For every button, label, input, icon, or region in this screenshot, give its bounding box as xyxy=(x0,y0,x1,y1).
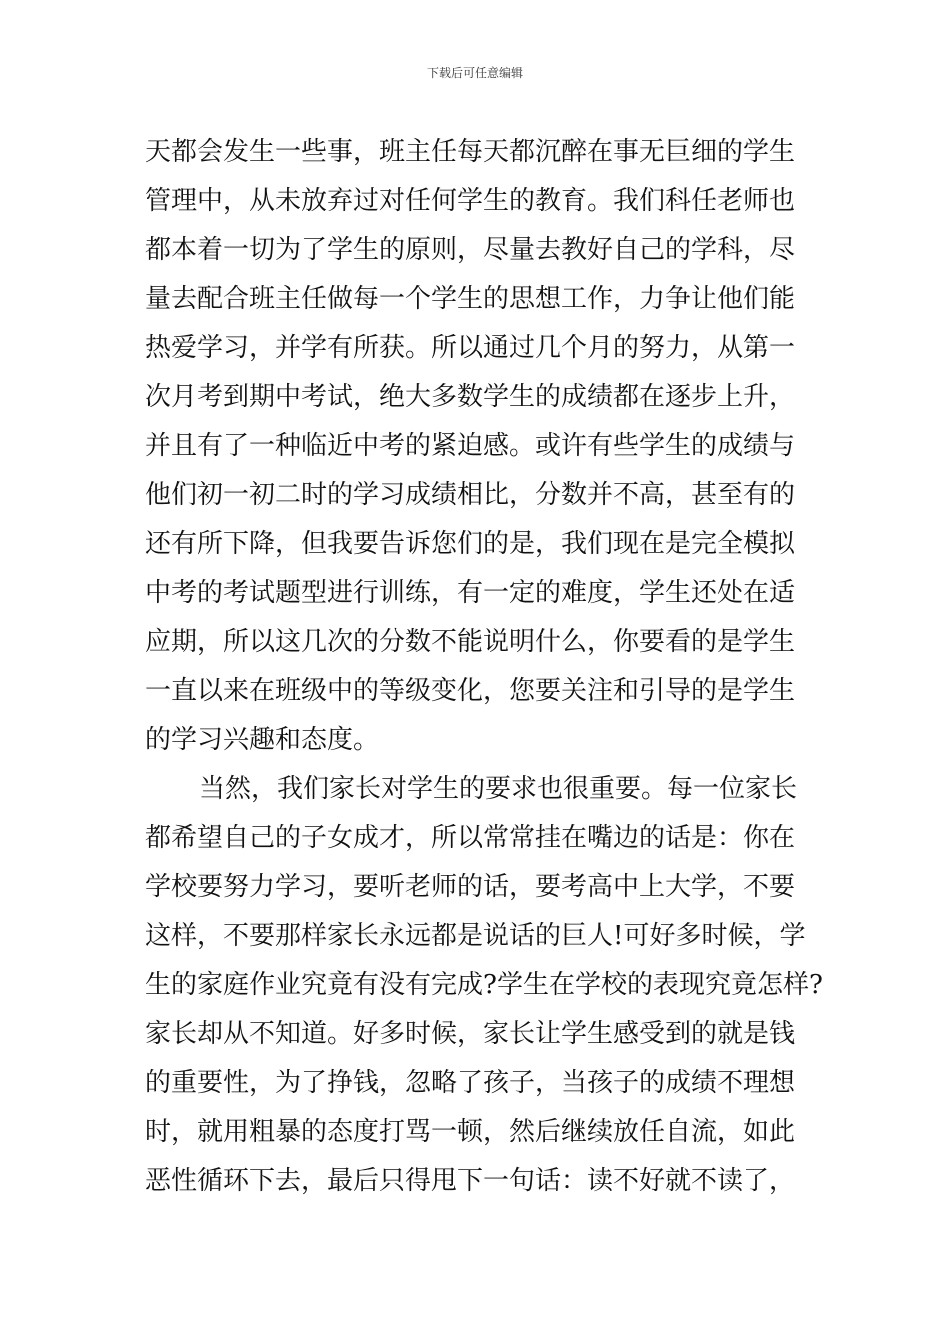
document-body xyxy=(145,128,825,1206)
text-line: 并且有了一种临近中考的紧迫感。或许有些学生的成绩与 xyxy=(145,431,796,461)
text-line: 这样，不要那样家长永远都是说话的巨人!可好多时候，学 xyxy=(145,921,806,951)
text-line: 恶性循环下去，最后只得甩下一句话：读不好就不读了， xyxy=(145,1166,796,1196)
text-line: 中考的考试题型进行训练，有一定的难度，学生还处在适 xyxy=(145,578,796,608)
text-line: 应期，所以这几次的分数不能说明什么，你要看的是学生 xyxy=(145,627,796,657)
text-line: 家长却从不知道。好多时候，家长让学生感受到的就是钱 xyxy=(145,1019,796,1049)
text-line: 都本着一切为了学生的原则，尽量去教好自己的学科，尽 xyxy=(145,235,796,265)
text-line: 学校要努力学习，要听老师的话，要考高中上大学，不要 xyxy=(145,872,796,902)
text-line: 都希望自己的子女成才，所以常常挂在嘴边的话是：你在 xyxy=(145,823,796,853)
text-line: 生的家庭作业究竟有没有完成?学生在学校的表现究竟怎样? xyxy=(145,970,823,1000)
text-line: 次月考到期中考试，绝大多数学生的成绩都在逐步上升， xyxy=(145,382,796,412)
page-header: 下载后可任意编辑 xyxy=(426,66,523,80)
text-line: 的重要性，为了挣钱，忽略了孩子，当孩子的成绩不理想 xyxy=(145,1068,796,1098)
text-line: 量去配合班主任做每一个学生的思想工作，力争让他们能 xyxy=(145,284,796,314)
text-line: 他们初一初二时的学习成绩相比，分数并不高，甚至有的 xyxy=(145,480,796,510)
text-line: 一直以来在班级中的等级变化，您要关注和引导的是学生 xyxy=(145,676,796,706)
paragraph-first-line: 当然，我们家长对学生的要求也很重要。每一位家长 xyxy=(199,774,798,804)
text-line: 时，就用粗暴的态度打骂一顿，然后继续放任自流，如此 xyxy=(145,1117,796,1147)
text-line: 热爱学习，并学有所获。所以通过几个月的努力，从第一 xyxy=(145,333,796,363)
text-line: 天都会发生一些事，班主任每天都沉醉在事无巨细的学生 xyxy=(145,137,796,167)
text-line: 的学习兴趣和态度。 xyxy=(145,725,380,755)
text-line: 还有所下降，但我要告诉您们的是，我们现在是完全模拟 xyxy=(145,529,796,559)
text-line: 管理中，从未放弃过对任何学生的教育。我们科任老师也 xyxy=(145,186,796,216)
